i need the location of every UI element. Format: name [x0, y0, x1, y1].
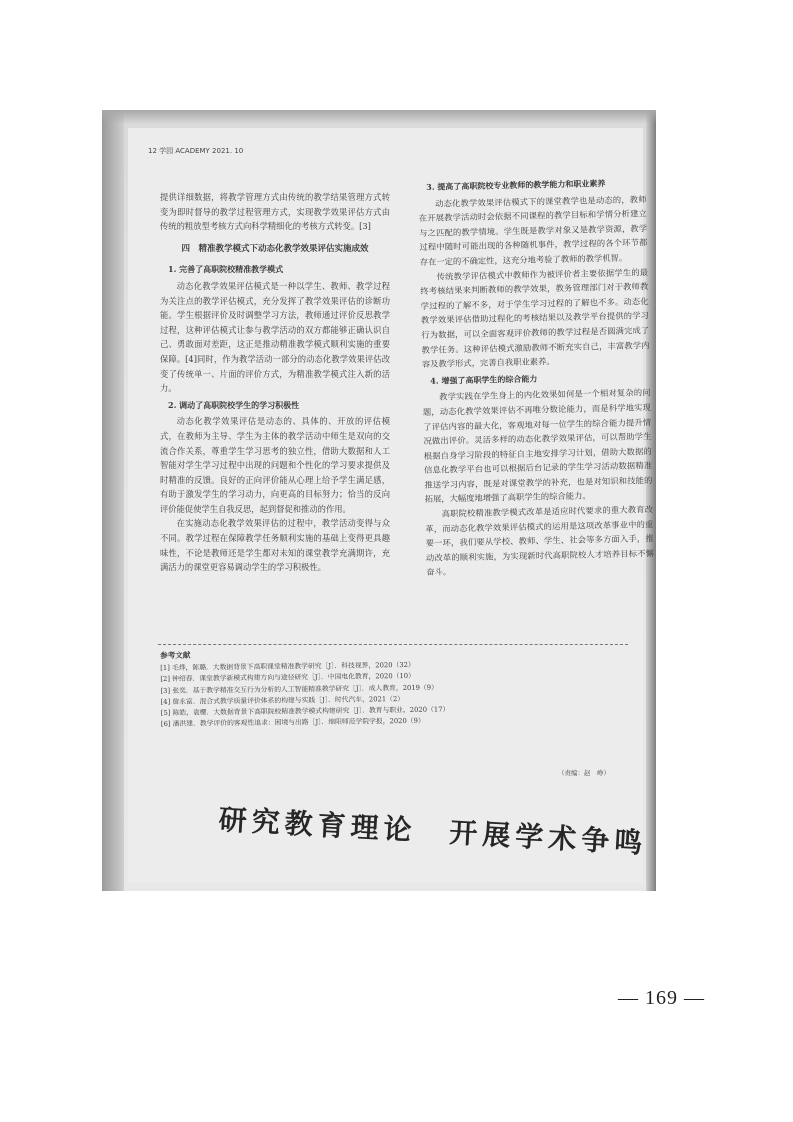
section-title: 四 精准教学模式下动态化教学效果评估实施成效: [181, 243, 369, 254]
left-column: [160, 190, 390, 575]
paragraph: 动态化教学效果评估模式下的课堂教学也是动态的，教师在开展教学活动时会依据不同课程的教学目标和学情分析建立与之匹配的教学情境。学生既是教学对象又是教学资源，教学过程中随时可能出现的各种随机事件，教学过程的各个环节都存在一定的不确定性，这充分地考验了教师的教学机智。: [418, 193, 648, 267]
references: [160, 644, 621, 730]
reference-item: [1] 毛烨，陈璐．大数据背景下高职课堂精准教学研究［J］．科技视界，2020（32）: [160, 661, 415, 673]
reference-item: [3] 张奕．基于教学精准交互行为分析的人工智能精准教学研究［J］．成人教育，2019（9）: [160, 683, 438, 695]
photo-top-shadow: [102, 110, 656, 124]
reference-item: [4] 詹永富．混合式教学质量评价体系的构建与实践［J］．时代汽车，2021（2）: [160, 694, 405, 706]
page-number: — 169 —: [618, 987, 705, 1009]
running-head: 12 学园 ACADEMY 2021. 10: [148, 147, 244, 155]
paragraph: 动态化教学效果评估是动态的、具体的、开放的评估模式，在教师为主导、学生为主体的教学活动中师生是双向的交流合作关系，尊重学生学习思考的独立性，借助大数据和人工智能对学生学习过程中出现的问题和个性化的学习要求提供及时精准的反馈。良好的正向评价能从心理上给予学生满足感，有助于激发学生的学习动力，向更高的目标努力；恰当的反向评价能促使学生自我反思，起到督促和推动的作用。: [160, 416, 390, 514]
references-title: 参考文献: [160, 650, 191, 660]
right-column: [418, 173, 654, 580]
subheading-2: 2. 调动了高职院校学生的学习积极性: [168, 399, 300, 410]
paragraph: 教学实践在学生身上的内化效果如何是一个相对复杂的问题，动态化教学效果评估不再唯分数论能力，而是科学地实现了评估内容的最大化，客观地对每一位学生的综合能力提升情况做出评价。灵活多样的动态化教学效果评估，可以帮助学生根据自身学习阶段的特征自主地安排学习计划，借助大数据的信息化教学平台也可以根据后台记录的学生学习活动数据精准推送学习内容，既是对课堂教学的补充，也是对知识和技能的拓展，大幅度地增强了高职学生的综合能力。: [422, 387, 653, 505]
paragraph: 高职院校精准教学模式改革是适应时代要求的重大教育改革，而动态化教学效果评估模式的运用是这项改革事业中的重要一环，我们要从学校、教师、学生、社会等多方面入手，推动改革的顺利实施，为实现新时代高职院校人才培养目标不懈奋斗。: [425, 504, 655, 578]
subheading-3: 3. 提高了高职院校专业教师的教学能力和职业素养: [426, 178, 606, 192]
paragraph: 动态化教学效果评估模式是一种以学生、教师、教学过程为关注点的教学评估模式，充分发挥了教学效果评估的诊断功能。学生根据评价及时调整学习方法，教师通过评价反思教学过程，这种评估模式让参与教学活动的双方都能够正确认识自己、勇敢面对差距，这正是推动精准教学模式顺利实施的重要保障。[4]同时，作为教学活动一部分的动态化教学效果评估改变了传统单一、片面的评价方式，为精准教学模式注入新的活力。: [160, 280, 390, 394]
subheading-1: 1. 完善了高职院校精准教学模式: [168, 264, 284, 275]
paragraph: 传统教学评估模式中教师作为被评价者主要依据学生的最终考核结果来判断教师的教学效果，教务管理部门对于教师教学过程的了解不多，对于学生学习过程的了解也不多。动态化教学效果评估借助过程化的考核结果以及教学平台提供的学习行为数据，可以全面客观评价教师的教学过程是否圆满完成了教学任务。这种评估模式激励教师不断充实自己，丰富教学内容及教学形式，完善自我职业素养。: [420, 266, 650, 370]
slogan-banner: 研究教育理论 开展学术争鸣: [217, 802, 649, 860]
editor-note: （责编：赵 峥）: [558, 769, 610, 777]
reference-item: [6] 潘洪建．教学评价的客观性追求：困境与出路［J］．绵阳师范学院学报，2020（9）: [160, 716, 425, 729]
paragraph: 在实施动态化教学效果评估的过程中，教学活动变得与众不同。教学过程在保障教学任务顺利实施的基础上变得更具趣味性，不论是教师还是学生都对未知的课堂教学充满期许，充满活力的课堂更容易调动学生的学习积极性。: [160, 518, 390, 573]
subheading-4: 4. 增强了高职学生的综合能力: [430, 373, 538, 386]
document-photo: [102, 110, 656, 891]
reference-item: [5] 陈皓，袁樱．大数据背景下高职院校精准教学模式构建研究［J］．教育与职业，2020（17）: [160, 705, 450, 718]
magazine-page: [128, 128, 655, 883]
photo-left-shadow: [102, 110, 124, 891]
intro-paragraph: 提供详细数据，将教学管理方式由传统的教学结果管理方式转变为即时督导的教学过程管理方式，实现教学效果评估方式由传统的粗放型考核方式向科学精细化的考核方式转变。[3]: [160, 192, 390, 232]
reference-item: [2] 钟绍春．课堂教学新模式构建方向与途径研究［J］．中国电化教育，2020（10）: [160, 672, 415, 684]
